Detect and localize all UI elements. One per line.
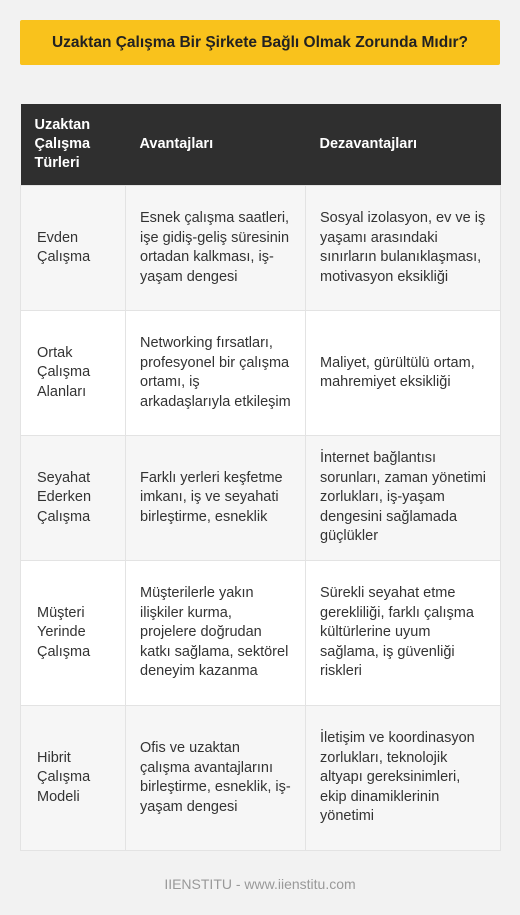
table-row (21, 311, 501, 436)
work-type-cell: Seyahat Ederken Çalışma (21, 436, 126, 561)
disadvantages-cell: Sürekli seyahat etme gerekliliği, farklı çalışma kültürlerine uyum sağlama, iş güvenliği riskleri (306, 561, 501, 706)
advantages-cell: Networking fırsatları, profesyonel bir çalışma ortamı, iş arkadaşlarıyla etkileşim (126, 311, 306, 436)
advantages-cell: Ofis ve uzaktan çalışma avantajlarını birleştirme, esneklik, iş-yaşam dengesi (126, 706, 306, 851)
table-header-row (21, 104, 501, 186)
work-type-cell: Hibrit Çalışma Modeli (21, 706, 126, 851)
column-header-advantages: Avantajları (126, 104, 306, 186)
advantages-cell: Esnek çalışma saatleri, işe gidiş-geliş süresinin ortadan kalkması, iş-yaşam dengesi (126, 186, 306, 311)
disadvantages-cell: Sosyal izolasyon, ev ve iş yaşamı arasındaki sınırların bulanıklaşması, motivasyon eksikliği (306, 186, 501, 311)
title-banner (20, 20, 500, 65)
work-type-cell: Ortak Çalışma Alanları (21, 311, 126, 436)
disadvantages-cell: İletişim ve koordinasyon zorlukları, teknolojik altyapı gereksinimleri, ekip dinamiklerinin yönetimi (306, 706, 501, 851)
work-type-cell: Evden Çalışma (21, 186, 126, 311)
disadvantages-cell: İnternet bağlantısı sorunları, zaman yönetimi zorlukları, iş-yaşam dengesini sağlamada güçlükler (306, 436, 501, 561)
work-type-cell: Müşteri Yerinde Çalışma (21, 561, 126, 706)
table-row (21, 436, 501, 561)
column-header-type: Uzaktan Çalışma Türleri (21, 104, 126, 186)
page-title: Uzaktan Çalışma Bir Şirkete Bağlı Olmak Zorunda Mıdır? (51, 33, 469, 51)
footer-credit: IIENSTITU - www.iienstitu.com (164, 876, 356, 892)
table-row (21, 561, 501, 706)
table-row (21, 186, 501, 311)
disadvantages-cell: Maliyet, gürültülü ortam, mahremiyet eksikliği (306, 311, 501, 436)
comparison-table (20, 104, 501, 851)
column-header-disadvantages: Dezavantajları (306, 104, 501, 186)
advantages-cell: Müşterilerle yakın ilişkiler kurma, projelere doğrudan katkı sağlama, sektörel deneyim kazanma (126, 561, 306, 706)
table-row (21, 706, 501, 851)
advantages-cell: Farklı yerleri keşfetme imkanı, iş ve seyahati birleştirme, esneklik (126, 436, 306, 561)
